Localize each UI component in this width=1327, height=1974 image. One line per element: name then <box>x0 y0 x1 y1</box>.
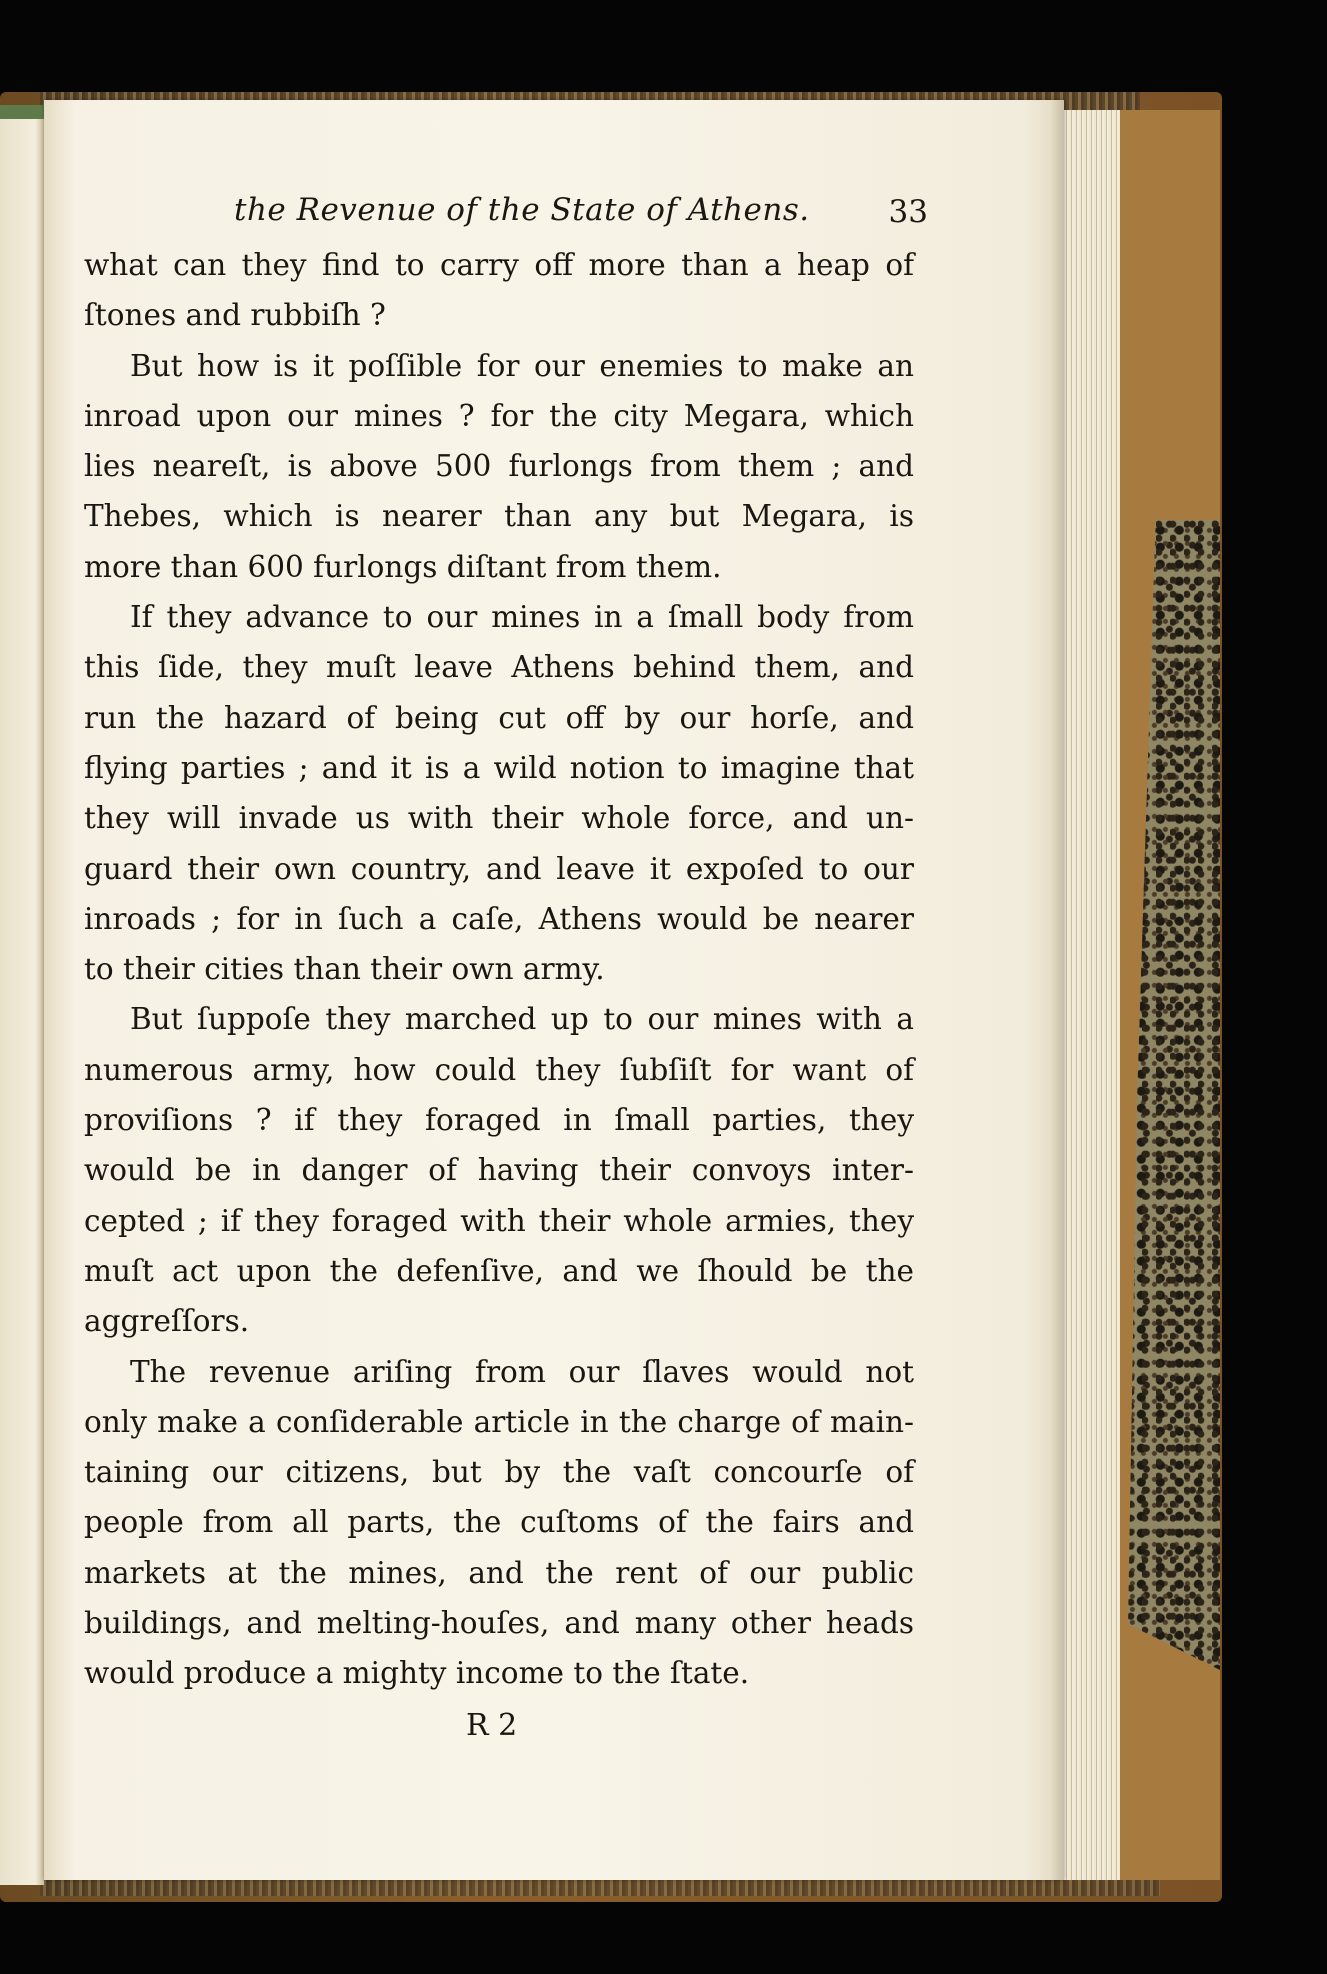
text-line: If they advance to our mines in a ſmall body from <box>130 600 914 635</box>
text-line: inroad upon our mines ? for the city Megara, which <box>84 398 914 433</box>
text-line: more than 600 furlongs diſtant from them. <box>84 549 722 584</box>
page-header <box>218 192 928 236</box>
text-line: what can they find to carry off more than a heap of <box>84 248 914 282</box>
text-line: to their cities than their own army. <box>84 952 605 987</box>
text-line: would be in danger of having their convoys inter- <box>84 1153 914 1188</box>
text-line: this ſide, they muſt leave Athens behind them, and <box>84 650 914 685</box>
text-line: taining our citizens, but by the vaſt concourſe of <box>84 1455 914 1490</box>
text-line: aggreſſors. <box>84 1304 250 1339</box>
text-line: they will invade us with their whole force, and un- <box>84 801 914 836</box>
text-line: But ſuppoſe they marched up to our mines with a <box>130 1002 914 1037</box>
text-line: But how is it poſſible for our enemies to make an <box>130 348 914 383</box>
text-line: inroads ; for in ſuch a caſe, Athens would be nearer <box>84 901 914 936</box>
text-line: would produce a mighty income to the ſtate. <box>84 1656 750 1691</box>
signature-mark: R 2 <box>466 1708 518 1743</box>
text-line: run the hazard of being cut off by our horſe, and <box>84 700 914 735</box>
page-edge-shadow <box>1050 100 1064 1880</box>
text-line: Thebes, which is nearer than any but Megara, is <box>84 499 914 534</box>
text-line: lies neareſt, is above 500 furlongs from them ; and <box>84 449 914 484</box>
text-line: markets at the mines, and the rent of our public <box>84 1555 914 1590</box>
left-page-edge <box>0 115 44 1885</box>
text-line: buildings, and melting-houſes, and many other heads <box>84 1606 914 1641</box>
text-line: cepted ; if they foraged with their whole armies, they <box>84 1203 914 1238</box>
body-text <box>84 240 914 1699</box>
text-line: ſtones and rubbiſh ? <box>84 298 386 333</box>
text-line: only make a conſiderable article in the charge of main- <box>84 1404 914 1439</box>
page-number: 33 <box>888 194 928 230</box>
text-line: guard their own country, and leave it expoſed to our <box>84 851 914 886</box>
page-edges <box>1064 110 1120 1880</box>
text-line: flying parties ; and it is a wild notion to imagine that <box>84 750 914 785</box>
text-line: proviſions ? if they foraged in ſmall parties, they <box>84 1103 914 1138</box>
text-line: muſt act upon the defenſive, and we ſhould be the <box>84 1253 914 1288</box>
text-line: numerous army, how could they ſubſiſt for want of <box>84 1052 914 1087</box>
text-line: The revenue ariſing from our ſlaves would not <box>130 1354 914 1389</box>
running-title: the Revenue of the State of Athens. <box>234 192 810 228</box>
text-line: people from all parts, the cuſtoms of the fairs and <box>84 1505 914 1540</box>
